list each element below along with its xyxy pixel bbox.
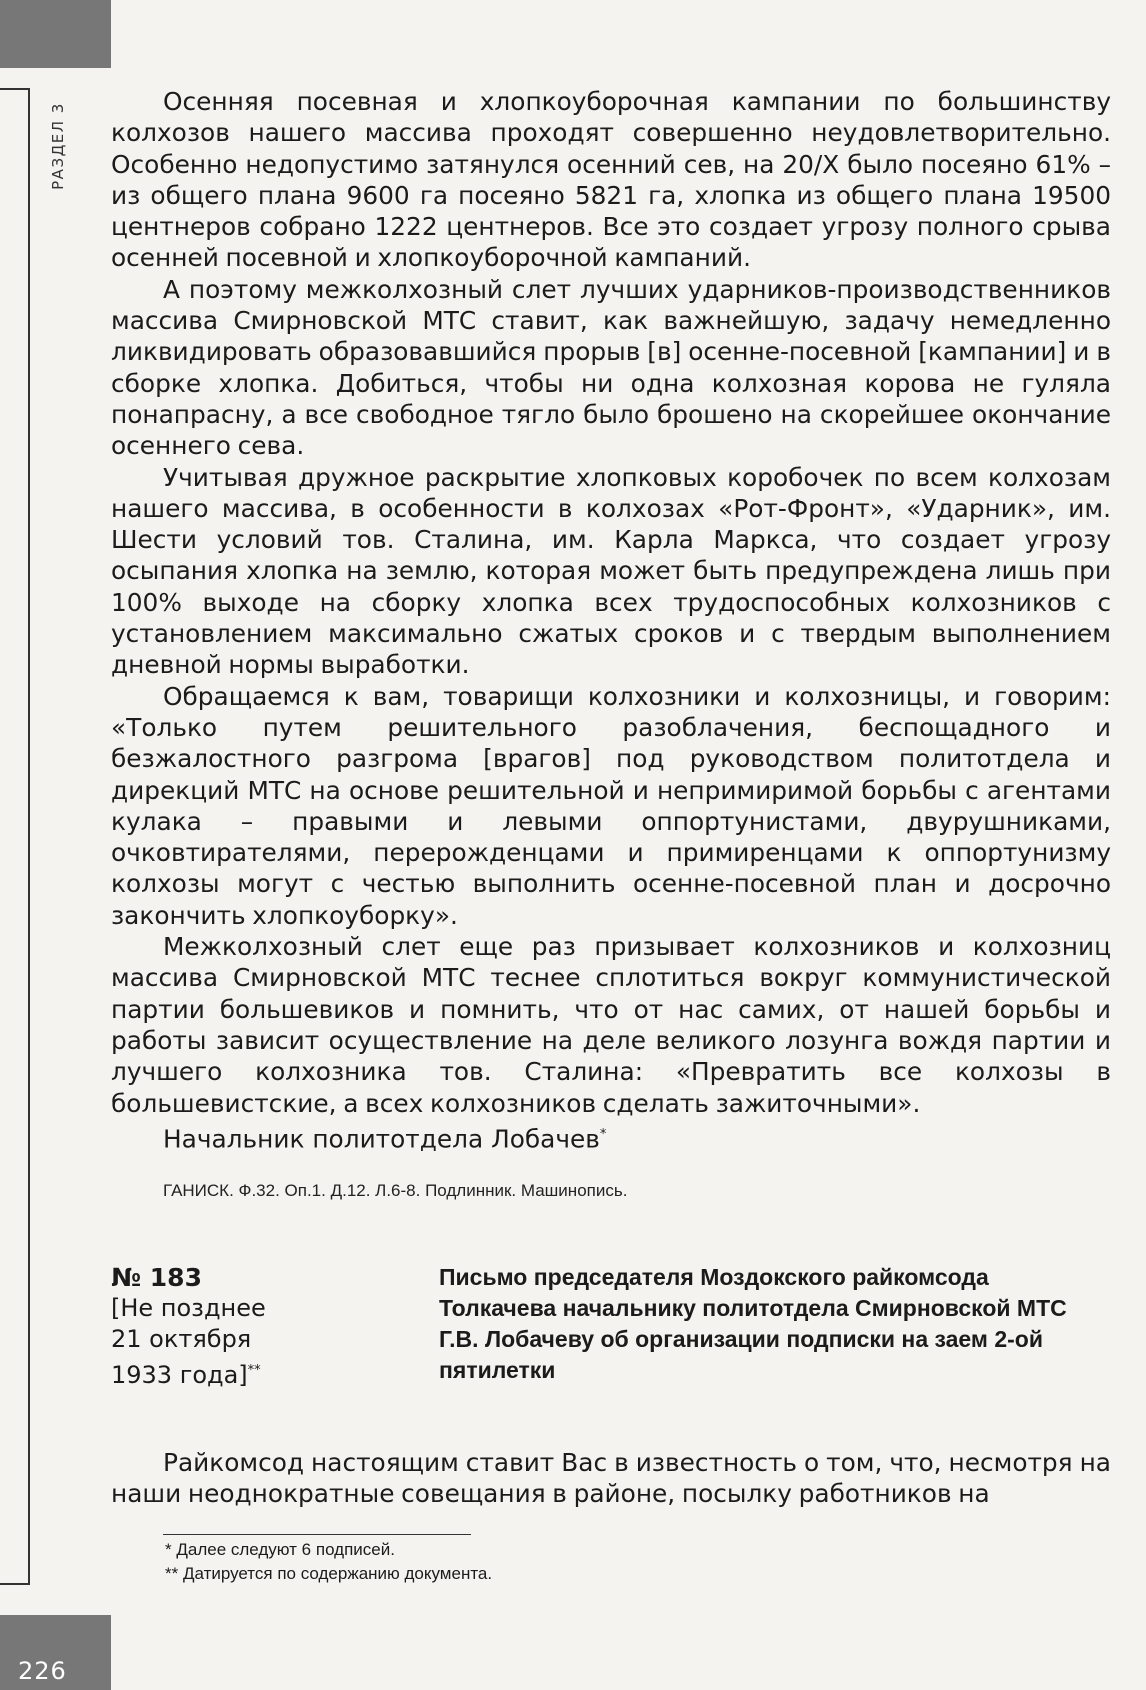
footnote-text: Далее следуют 6 подписей. xyxy=(176,1540,395,1559)
footnote-mark: * xyxy=(599,1126,607,1142)
section-label: РАЗДЕЛ 3 xyxy=(49,102,67,190)
date-line-text: 1933 года] xyxy=(111,1361,248,1389)
footnote-divider xyxy=(163,1534,471,1535)
footnote xyxy=(165,1562,492,1586)
paragraph: А поэтому межколхозный слет лучших ударников-производственников массива Смирновской МТС ставит, как важнейшую, задачу немедленно ликвидировать образовавшийся прорыв [в] осенне-посевной [кампании] и в сборке хлопка. Добиться, чтобы ни одна колхозная корова не гуляла понапрасну, а все свободное тягло было брошено на скорейшее окончание осеннего сева. xyxy=(111,274,1111,461)
footnote-mark: ** xyxy=(165,1564,179,1583)
paragraph: Межколхозный слет еще раз призывает колхозников и колхозниц массива Смирновской МТС теснее сплотиться вокруг коммунистической партии большевиков и помнить, что от нас самих, от нашей борьбы и работы зависит осуществление на деле великого лозунга вождя партии и лучшего колхозника тов. Сталина: «Превратить все колхозы в большевистские, а всех колхозников сделать зажиточными». xyxy=(111,932,1111,1118)
archive-reference: ГАНИСК. Ф.32. Оп.1. Д.12. Л.6-8. Подлинник. Машинопись. xyxy=(163,1181,628,1200)
top-gray-bar xyxy=(0,0,111,68)
footnotes xyxy=(165,1538,492,1586)
document-title: Письмо председателя Моздокского райкомсода Толкачева начальнику политотдела Смирновской МТС Г.В. Лобачеву об организации подписки на заем 2-ой пятилетки xyxy=(439,1264,1067,1383)
footnote-mark: ** xyxy=(247,1363,261,1378)
document-meta xyxy=(111,1262,411,1391)
paragraph: Учитывая дружное раскрытие хлопковых коробочек по всем колхозам нашего массива, в особенности в колхозах «Рот-Фронт», «Ударник», им. Шести условий тов. Сталина, им. Карла Маркса, что создает угрозу осыпания хлопка на землю, которая может быть предупреждена лишь при 100% выходе на сборку хлопка всех трудоспособных колхозников с установлением максимально сжатых сроков и с твердым выполнением дневной нормы выработки. xyxy=(111,462,1111,680)
signature-line xyxy=(163,1119,1111,1155)
footnote-text: Датируется по содержанию документа. xyxy=(182,1564,493,1583)
document-body xyxy=(111,1447,1111,1510)
date-line: 21 октября xyxy=(111,1325,252,1353)
paragraph: Осенняя посевная и хлопкоуборочная кампании по большинству колхозов нашего массива проходят совершенно неудовлетворительно. Особенно недопустимо затянулся осенний сев, на 20/Х было посеяно 61% – из общего плана 9600 га посеяно 5821 га, хлопка из общего плана 19500 центнеров собрано 1222 центнеров. Все это создает угрозу полного срыва осенней посевной и хлопкоуборочной кампаний. xyxy=(111,87,1111,273)
footnote-mark: * xyxy=(165,1540,172,1559)
date-line-last xyxy=(111,1355,411,1391)
side-frame xyxy=(0,88,30,1585)
page-number: 226 xyxy=(18,1657,67,1685)
date-line: [Не позднее xyxy=(111,1294,266,1322)
document-number: № 183 xyxy=(111,1263,202,1292)
footnote xyxy=(165,1538,492,1562)
paragraph: Райкомсод настоящим ставит Вас в известность о том, что, несмотря на наши неоднократные совещания в районе, посылку работников на xyxy=(111,1448,1111,1509)
main-text xyxy=(111,86,1111,1154)
paragraph: Обращаемся к вам, товарищи колхозники и колхозницы, и говорим: «Только путем решительного разоблачения, беспощадного и безжалостного разгрома [врагов] под руководством политотдела и дирекций МТС на основе решительной и непримиримой борьбы с агентами кулака – правыми и левыми оппортунистами, двурушниками, очковтирателями, перерожденцами и примиренцами к оппортунизму колхозы могут с честью выполнить осенне-посевной план и досрочно закончить хлопкоуборку». xyxy=(111,681,1111,930)
signature: Начальник политотдела Лобачев xyxy=(163,1124,600,1154)
